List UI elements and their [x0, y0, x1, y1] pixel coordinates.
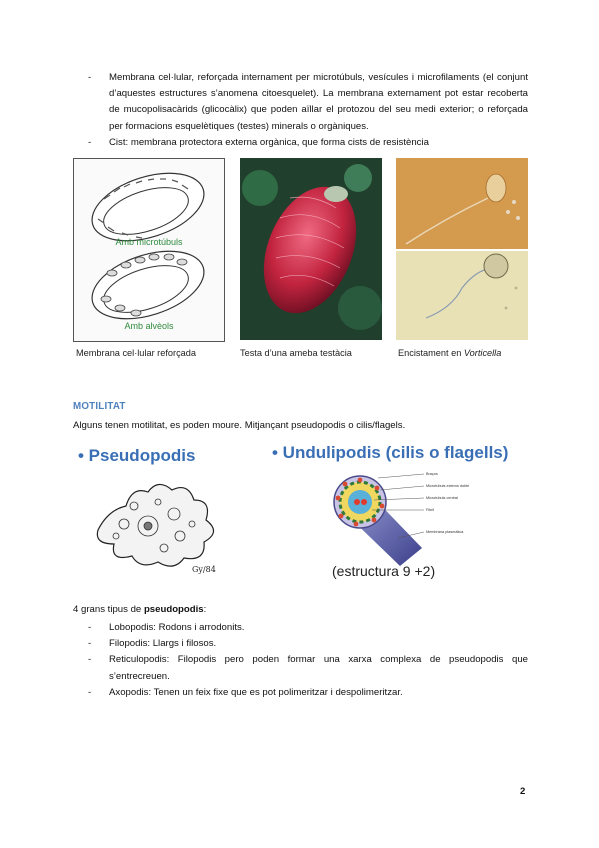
list-dash: - [88, 622, 92, 633]
list-item-text: Cist: membrana protectora externa orgànica, que forma cists de resistència [109, 136, 429, 148]
axoneme-label: Microtúbuls externs doble [426, 484, 470, 488]
list-item [88, 620, 528, 636]
list-item-text: Lobopodis: Rodons i arrodonits. [109, 622, 245, 633]
axoneme-label: Braços [426, 472, 438, 476]
list-item-text: Filopodis: Llargs i filosos. [109, 638, 217, 650]
vorticella-caption [398, 348, 501, 358]
list-item [88, 685, 528, 701]
vorticella-drawing [396, 158, 528, 340]
axoneme-diagram [330, 466, 470, 570]
motility-paragraph: Alguns tenen motilitat, es poden moure. Mitjançant pseudopodis o cilis/flagels. [73, 420, 406, 431]
vorticella-caption-prefix: Encistament en [398, 348, 464, 358]
axoneme-caption: (estructura 9 +2) [332, 563, 436, 579]
list-dash: - [88, 136, 92, 148]
pseudopod-drawing [88, 470, 228, 576]
membrane-diagram [73, 158, 225, 342]
alveols-label: Amb alvèols [124, 321, 174, 331]
membrane-drawing [74, 159, 224, 341]
pseudopodis-title: • Pseudopodis [78, 446, 196, 465]
pseudopod-signature: Gy/84 [192, 565, 216, 574]
list-dash: - [88, 686, 92, 698]
list-item [88, 636, 528, 652]
undulipodis-title: • Undulipodis (cilis o flagells) [272, 443, 509, 462]
vorticella-caption-italic: Vorticella [463, 348, 502, 358]
types-intro-bold: pseudopodis [143, 604, 204, 615]
membrane-caption: Membrana cel·lular reforçada [76, 348, 196, 358]
cell-cover-list [88, 70, 528, 151]
page-number: 2 [520, 786, 526, 797]
list-dash: - [88, 638, 92, 650]
list-item [88, 652, 528, 684]
list-dash: - [88, 72, 92, 83]
axoneme-label: Microtúbuls central [426, 496, 458, 500]
list-item-text: Reticulopodis: Filopodis pero poden formar una xarxa complexa de pseudopodis que s’entrecreuen. [109, 654, 528, 682]
microtubuls-label: Amb microtúbuls [115, 237, 183, 247]
pseudopod-types-list [88, 620, 528, 701]
testa-photo [240, 158, 382, 340]
list-item-text: Axopodis: Tenen un feix fixe que es pot polimeritzar i despolimeritzar. [109, 686, 403, 698]
list-dash: - [88, 654, 92, 666]
list-item [88, 135, 528, 151]
types-intro-prefix: 4 grans tipus de [73, 604, 144, 615]
axoneme-label: Fibril [426, 508, 435, 512]
list-item [88, 70, 528, 135]
testa-caption: Testa d’una ameba testàcia [240, 348, 352, 358]
section-heading: MOTILITAT [73, 401, 126, 412]
axoneme-label: Membrana plasmàtica [426, 530, 464, 534]
list-item-text: Membrana cel·lular, reforçada internament per microtúbuls, vesícules i microfilaments (el conjunt d’aquestes estructures s’anomena citoesquelet). La membrana externament pot estar recoberta de mucopolisacàrids (glicocàlix) que poden aïllar el protozou del seu medi exterior; o reforçada per formacions esquelètiques (testes) minerals o orgàniques. [109, 72, 528, 132]
types-intro [73, 604, 206, 615]
types-intro-suffix: : [203, 604, 207, 615]
testa-drawing [240, 158, 382, 340]
vorticella-photo [396, 158, 528, 340]
